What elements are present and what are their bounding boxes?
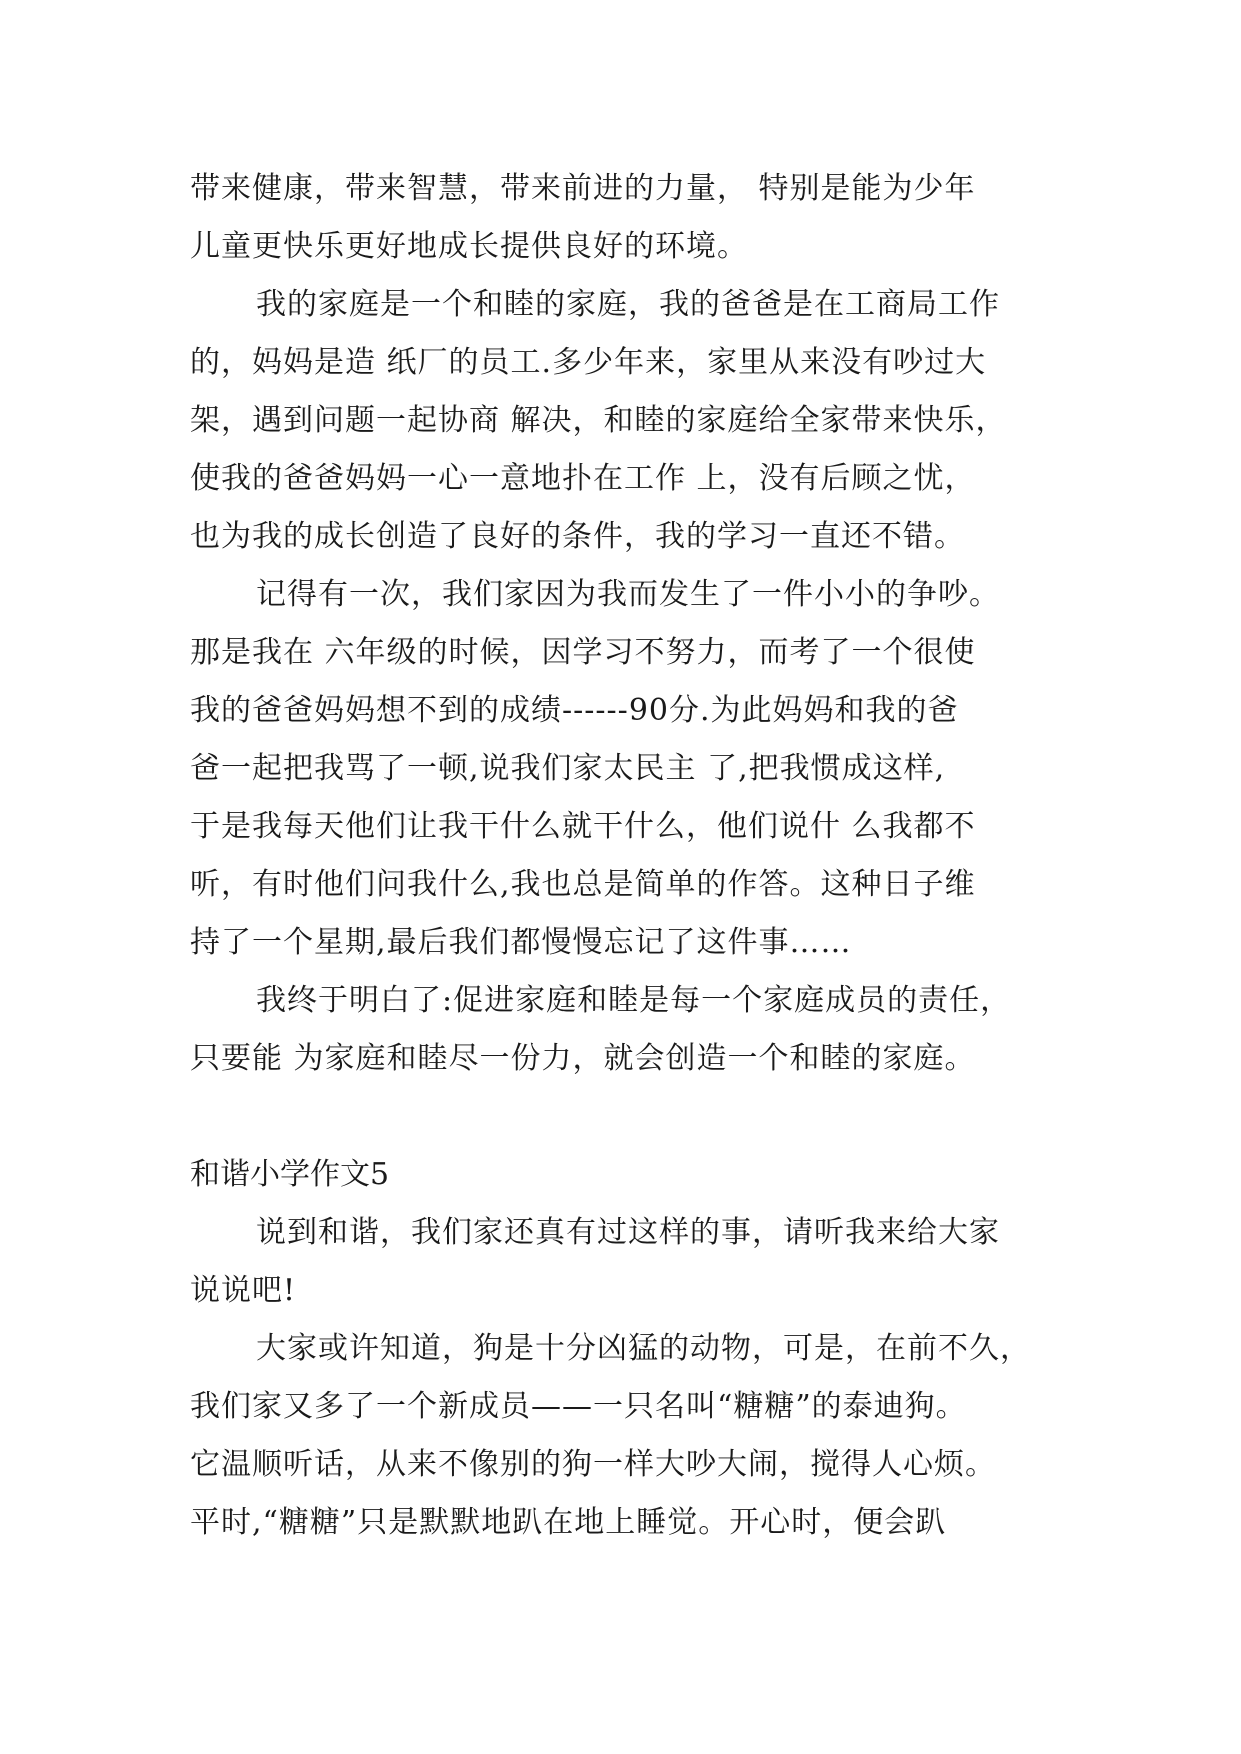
- text-line: 带来健康，带来智慧，带来前进的力量， 特别是能为少年: [190, 171, 976, 206]
- section-gap: [190, 1088, 1070, 1146]
- text-line: 平时,“糖糖”只是默默地趴在地上睡觉。开心时，便会趴: [190, 1505, 947, 1540]
- text-line: 听，有时他们问我什么,我也总是简单的作答。这种日子维: [190, 867, 976, 902]
- text-line: 儿童更快乐更好地成长提供良好的环境。: [190, 229, 748, 264]
- text-line: 只要能 为家庭和睦尽一份力，就会创造一个和睦的家庭。: [190, 1041, 976, 1076]
- text-line: 架，遇到问题一起协商 解决，和睦的家庭给全家带来快乐，: [190, 403, 1007, 438]
- text-line: 我的家庭是一个和睦的家庭，我的爸爸是在工商局工作: [256, 287, 1000, 322]
- text-line: 我的爸爸妈妈想不到的成绩------90分.为此妈妈和我的爸: [190, 693, 959, 728]
- text-line: 爸一起把我骂了一顿,说我们家太民主 了,把我惯成这样,: [190, 751, 946, 786]
- text-line: 我们家又多了一个新成员——一只名叫“糖糖”的泰迪狗。: [190, 1389, 967, 1424]
- text-line: 说到和谐，我们家还真有过这样的事，请听我来给大家: [256, 1215, 1000, 1250]
- text-line: 记得有一次，我们家因为我而发生了一件小小的争吵。: [256, 577, 1000, 612]
- text-line: 持了一个星期,最后我们都慢慢忘记了这件事……: [190, 925, 852, 960]
- text-line: 也为我的成长创造了良好的条件，我的学习一直还不错。: [190, 519, 965, 554]
- text-line: 它温顺听话，从来不像别的狗一样大吵大闹，搅得人心烦。: [190, 1447, 996, 1482]
- text-line: 使我的爸爸妈妈一心一意地扑在工作 上，没有后顾之忧，: [190, 461, 976, 496]
- text-line: 的，妈妈是造 纸厂的员工.多少年来，家里从来没有吵过大: [190, 345, 987, 380]
- document-body: [190, 160, 1070, 1552]
- text-line: 那是我在 六年级的时候，因学习不努力，而考了一个很使: [190, 635, 976, 670]
- section-heading: 和谐小学作文5: [190, 1157, 390, 1192]
- text-line: 说说吧!: [190, 1273, 297, 1308]
- text-line: 我终于明白了:促进家庭和睦是每一个家庭成员的责任，: [256, 983, 1012, 1018]
- text-line: 于是我每天他们让我干什么就干什么，他们说什 么我都不: [190, 809, 976, 844]
- text-line: 大家或许知道，狗是十分凶猛的动物，可是，在前不久，: [256, 1331, 1031, 1366]
